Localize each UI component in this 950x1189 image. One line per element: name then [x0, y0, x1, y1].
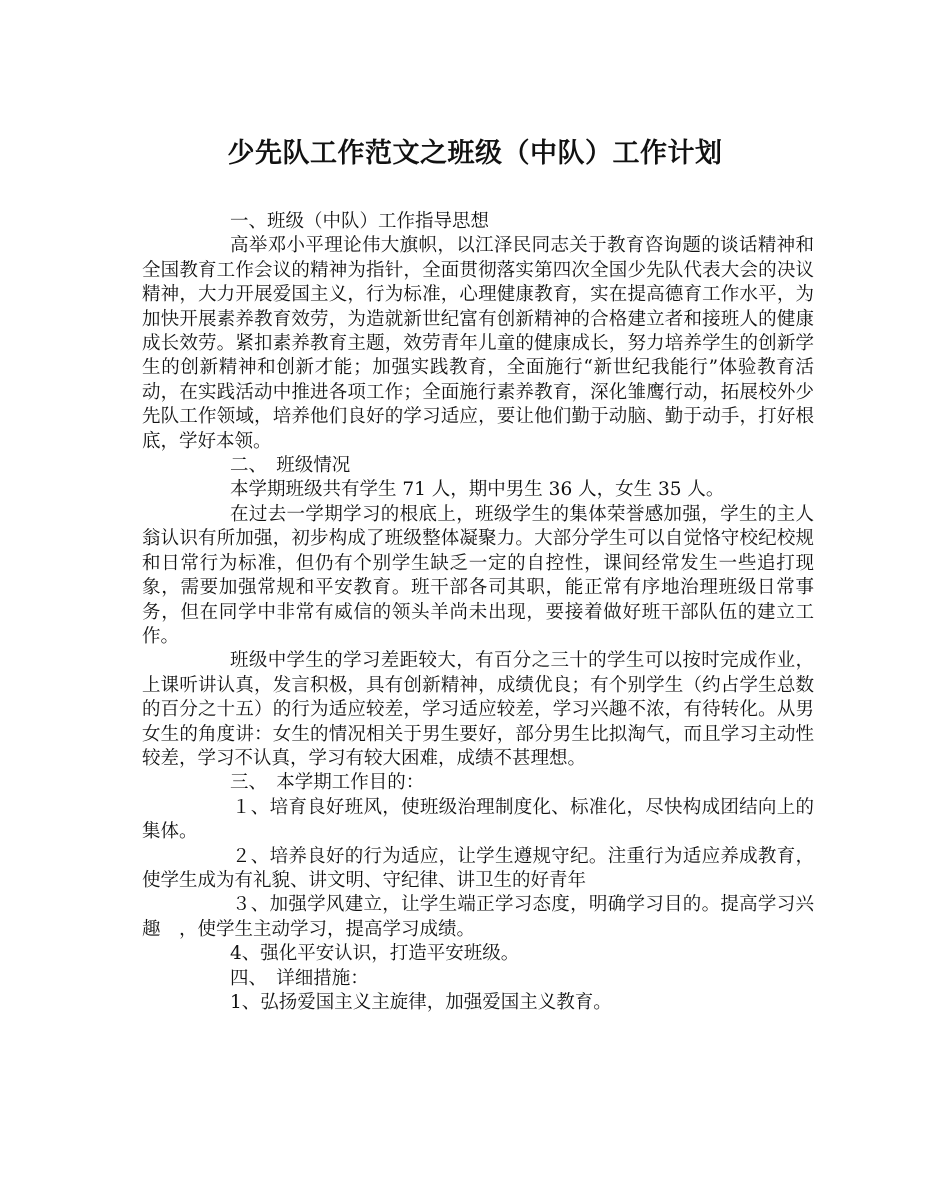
paragraph-guiding-thought: 高举邓小平理论伟大旗帜，以江泽民同志关于教育咨询题的谈话精神和全国教育工作会议的精神为指针，全面贯彻落实第四次全国少先队代表大会的决议精神，大力开展爱国主义，行为标准，心理健康教育，实在提高德育工作水平，为加快开展素养教育效劳，为造就新世纪富有创新精神的合格建立者和接班人的健康成长效劳。紧扣素养教育主题，效劳青年儿童的健康成长，努力培养学生的创新学生的创新精神和创新才能；加强实践教育，全面施行“新世纪我能行”体验教育活动，在实践活动中推进各项工作；全面施行素养教育，深化雏鹰行动，拓展校外少先队工作领域，培养他们良好的学习适应，要让他们勤于动脑、勤于动手，打好根底，学好本领。	[142, 235, 814, 452]
paragraph-class-behavior: 在过去一学期学习的根底上，班级学生的集体荣誉感加强，学生的主人翁认识有所加强，初步构成了班级整体凝聚力。大部分学生可以自觉恪守校纪校规和日常行为标准，但仍有个别学生缺乏一定的自控性，课间经常发生一些追打现象，需要加强常规和平安教育。班干部各司其职，能正常有序地治理班级日常事务，但在同学中非常有威信的领头羊尚未出现，要接着做好班干部队伍的建立工作。	[142, 503, 814, 647]
section-heading-measures: 四、 详细措施：	[230, 967, 369, 989]
paragraph-student-count: 本学期班级共有学生 71 人，期中男生 36 人，女生 35 人。	[230, 479, 725, 501]
section-heading-class-situation: 二、 班级情况	[230, 455, 351, 477]
goal-item-2: ２、培养良好的行为适应，让学生遵规守纪。注重行为适应养成教育，使学生成为有礼貌、讲文明、守纪律、讲卫生的好青年	[142, 845, 814, 891]
goal-item-1: １、培育良好班风，使班级治理制度化、标准化，尽快构成团结向上的集体。	[142, 796, 814, 843]
goal-item-3: ３、加强学风建立，让学生端正学习态度，明确学习目的。提高学习兴趣 ，使学生主动学习，提高学习成绩。	[142, 894, 814, 940]
document-title: 少先队工作范文之班级（中队）工作计划	[227, 138, 723, 169]
section-heading-goals: 三、 本学期工作目的：	[230, 772, 425, 794]
measure-item-1: 1、弘扬爱国主义主旋律，加强爱国主义教育。	[230, 992, 612, 1013]
goal-item-4: 4、强化平安认识，打造平安班级。	[230, 943, 520, 965]
paragraph-class-study: 班级中学生的学习差距较大，有百分之三十的学生可以按时完成作业，上课听讲认真，发言积极，具有创新精神，成绩优良；有个别学生（约占学生总数的百分之十五）的行为适应较差，学习适应较差，学习兴趣不浓，有待转化。从男女生的角度讲：女生的情况相关于男生要好，部分男生比拟淘气，而且学习主动性较差，学习不认真，学习有较大困难，成绩不甚理想。	[142, 650, 814, 769]
document-body	[142, 210, 814, 1015]
section-heading-guiding-thought: 一、班级（中队）工作指导思想	[230, 211, 490, 232]
